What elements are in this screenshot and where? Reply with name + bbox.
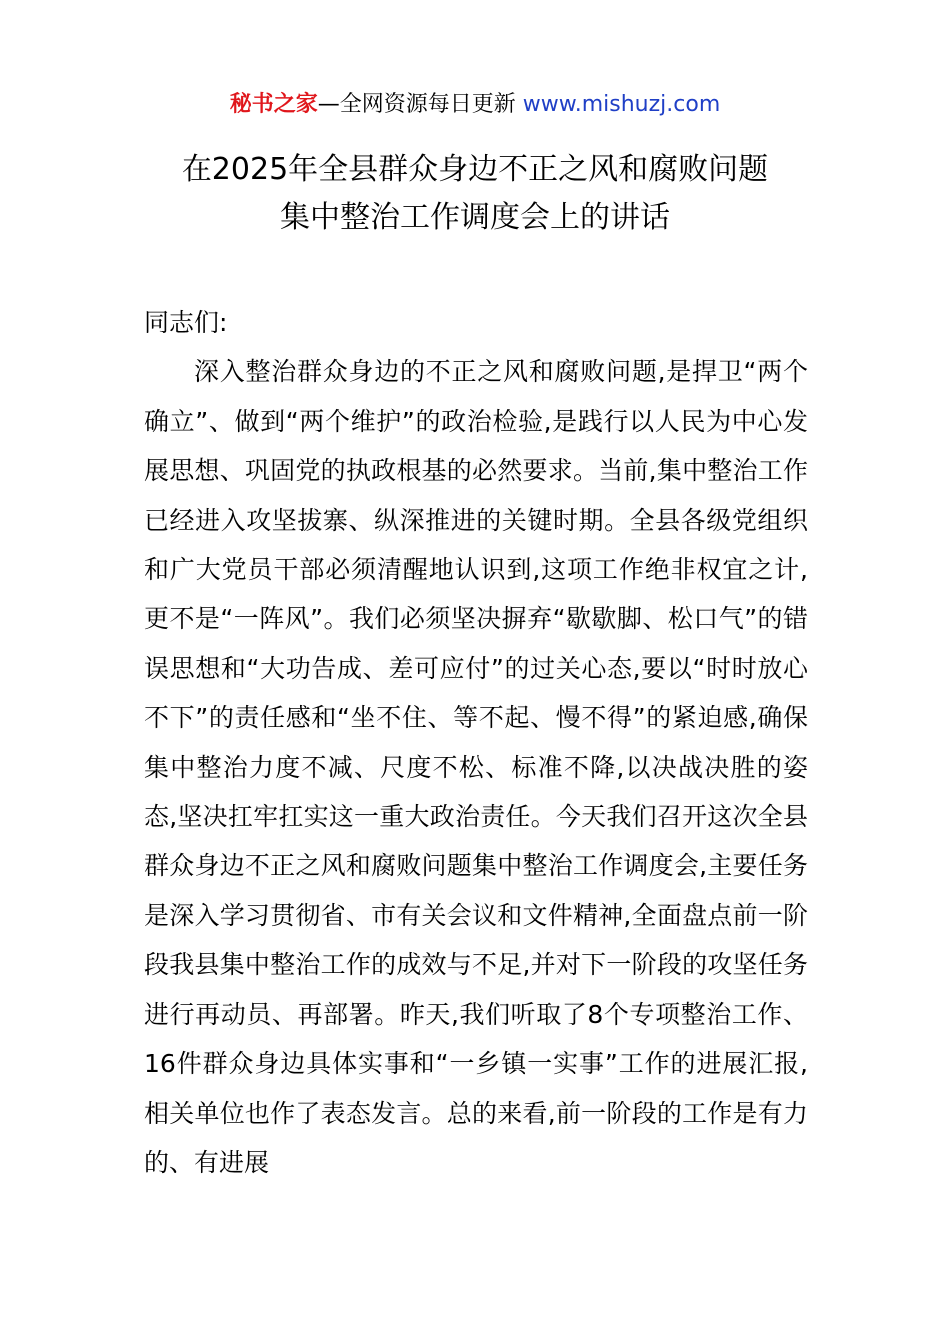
site-url-link[interactable]: www.mishuzj.com bbox=[522, 92, 721, 117]
brand-name: 秘书之家 bbox=[229, 92, 318, 117]
paragraph: 深入整治群众身边的不正之风和腐败问题,是捍卫“两个确立”、做到“两个维护”的政治检验,是践行以人民为中心发展思想、巩固党的执政根基的必然要求。当前,集中整治工作已经进入攻坚拔寨、纵深推进的关键时期。全县各级党组织和广大党员干部必须清醒地认识到,这项工作绝非权宜之计,更不是“一阵风”。我们必须坚决摒弃“歇歇脚、松口气”的错误思想和“大功告成、差可应付”的过关心态,要以“时时放心不下”的责任感和“坐不住、等不起、慢不得”的紧迫感,确保集中整治力度不减、尺度不松、标准不降,以决战决胜的姿态,坚决扛牢扛实这一重大政治责任。今天我们召开这次全县群众身边不正之风和腐败问题集中整治工作调度会,主要任务是深入学习贯彻省、市有关会议和文件精神,全面盘点前一阶段我县集中整治工作的成效与不足,并对下一阶段的攻坚任务进行再动员、再部署。昨天,我们听取了8个专项整治工作、16件群众身边具体实事和“一乡镇一实事”工作的进展汇报,相关单位也作了表态发言。总的来看,前一阶段的工作是有力的、有进展 bbox=[144, 357, 808, 1177]
title-line-1: 在2025年全县群众身边不正之风和腐败问题 bbox=[181, 152, 769, 187]
salutation: 同志们: bbox=[144, 308, 228, 337]
site-header bbox=[0, 88, 950, 122]
document-title bbox=[0, 146, 950, 242]
document-body bbox=[144, 298, 808, 1187]
header-tagline: —全网资源每日更新 bbox=[317, 92, 516, 117]
title-line-2: 集中整治工作调度会上的讲话 bbox=[280, 200, 670, 235]
